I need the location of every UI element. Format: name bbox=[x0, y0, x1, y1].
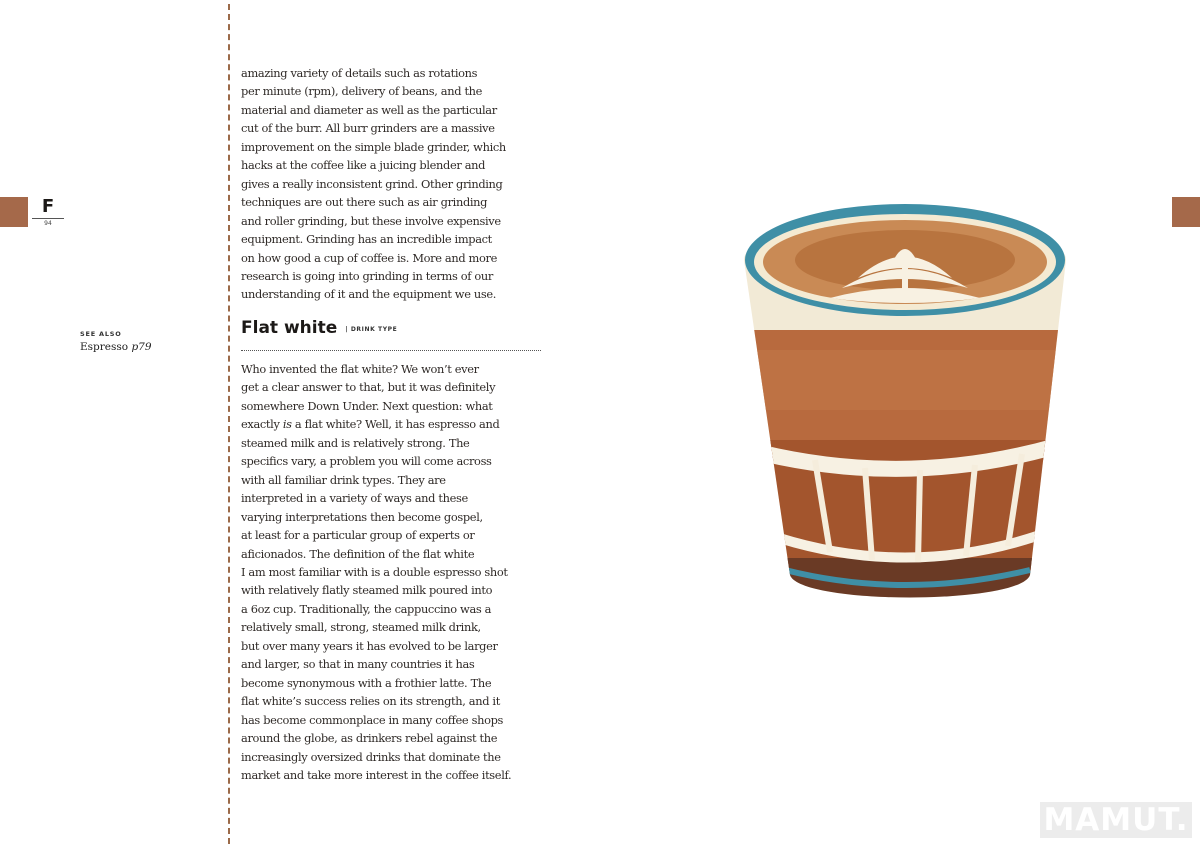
see-also-ref-page: p79 bbox=[131, 341, 152, 353]
body-paragraph-flat-white bbox=[241, 360, 541, 784]
dashed-divider bbox=[228, 4, 230, 844]
entry-title: Flat white bbox=[241, 318, 338, 338]
flat-white-cup-illustration bbox=[730, 190, 1080, 610]
see-also-ref-name: Espresso bbox=[80, 341, 129, 353]
watermark-logo: MAMUT. bbox=[1040, 802, 1192, 838]
section-tab-right bbox=[1172, 197, 1200, 227]
see-also-label: SEE ALSO bbox=[80, 330, 122, 338]
section-tab-left bbox=[0, 197, 28, 227]
para2-text-b: a flat white? Well, it has espresso and steamed milk and is relatively strong. The specifics vary, a problem you will come across with all familiar drink types. They are interpreted in a variety of ways and these varying interpretations then become gospel, at least for a particular group of experts or aficionados. The definition of the flat white I am most familiar with is a double espresso shot with relatively flatly steamed milk poured into a 6oz cup. Traditionally, the cappuccino was a relatively small, strong, steamed milk drink, but over many years it has evolved to be larger and larger, so that in many countries it has become synonymous with a frothier latte. The flat white’s success relies on its strength, and it has become commonplace in many coffee shops around the globe, as drinkers rebel against the increasingly oversized drinks that dominate the market and take more interest in the coffee itself. bbox=[241, 417, 512, 782]
see-also-note bbox=[80, 330, 152, 353]
entry-type-label: | DRINK TYPE bbox=[345, 326, 398, 333]
entry-heading bbox=[241, 318, 541, 351]
body-paragraph-grinding: amazing variety of details such as rotations per minute (rpm), delivery of beans, and the material and diameter as well as the particular cut of the burr. All burr grinders are a massive improvement on the simple blade grinder, which hacks at the coffee like a juicing blender and gives a really inconsistent grind. Other grinding techniques are out there such as air grinding and roller grinding, but these involve expensive equipment. Grinding has an incredible impact on how good a cup of coffee is. More and more research is going into grinding in terms of our understanding of it and the equipment we use. bbox=[241, 66, 506, 302]
see-also-reference[interactable] bbox=[80, 341, 152, 353]
section-marker bbox=[32, 197, 64, 227]
section-letter: F bbox=[32, 197, 64, 219]
para2-text-a: Who invented the flat white? We won’t ever get a clear answer to that, but it was definitely somewhere Down Under. Next question: what exactly bbox=[241, 362, 496, 432]
para2-italic: is bbox=[282, 417, 292, 432]
page-number: 94 bbox=[44, 220, 52, 227]
